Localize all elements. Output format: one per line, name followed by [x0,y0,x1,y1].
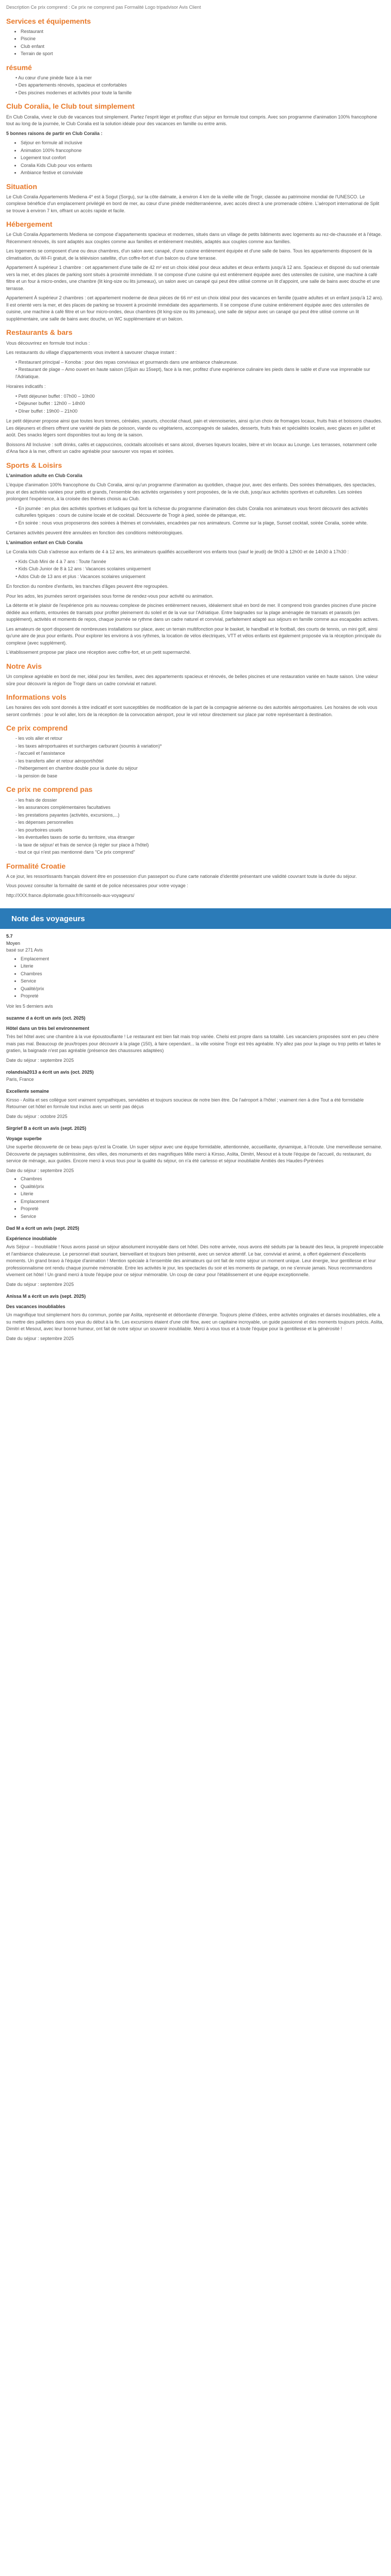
resume-item: • Des appartements rénovés, spacieux et confortables [15,82,127,88]
notre-avis-text: Un complexe agréable en bord de mer, idéal pour les familles, avec des appartements spacieux et rénovés, de belles piscines et une restauration variée en haute saison. Une valeur sûre pour découvrir la région de Trogir dans un cadre convivial et naturel. [6,674,378,686]
rating-basis: basé sur 271 Avis [6,947,43,953]
criteria-list [21,956,385,1000]
review-criteria-list [21,1176,385,1220]
hours-title: Horaires indicatifs : [6,384,46,389]
club-reason-item: • Coralia Kids Club pour vos enfants [21,162,385,170]
review-card [6,1225,385,1288]
ne-comprend-item: - les prestations payantes (activités, excursions,...) [15,812,120,818]
hours-item: • Déjeuner buffet : 12h00 – 14h00 [15,401,85,406]
ne-comprend-item: - les frais de dossier [15,797,57,803]
comprend-list [15,735,385,779]
club-title: Club Coralia, le Club tout simplement [6,102,135,111]
hebergement-p1: Le Club Coralia Appartements Mediena se compose d'appartements spacieux et modernes, situés dans un village de petits bâtiments avec logements au rez-de-chaussée et à l'étage. Récemment rénovés, ils sont adaptés aux couples comme aux familles et entièrement meublés, adaptés aux couples comme aux familles. [6,232,382,244]
review-author: rolandsia2013 a écrit un avis (oct. 2025) [6,1070,94,1075]
resume-list [15,75,385,97]
review-text: Une superbe découverte de ce beau pays qu'est la Croatie. Un super séjour avec une équipe formidable, attentionnée, accueillante, dynamique, à l'écoute. Une merveilleuse semaine. Découverte de paysages sublimissime, des villes, des monuments et des magnifiques Mille merci à Kirsso, Aslita, Dimitri, Mesout et à toute l'équipe de l'accueil, du restaurant, du service de ménage, aux guides. Encore merci à vous tous pour la qualité du séjour, on n'a été carlesso et séjour inoubliable Amitiés des Haudes-Pyrénées [6,1144,382,1164]
services-title: Services et équipements [6,16,91,25]
review-card [6,1088,385,1120]
review-criteria-item: • Propreté [21,1206,385,1213]
ne-comprend-title: Ce prix ne comprend pas [6,785,93,794]
review-text: Très bel hôtel avec une chambre à la vue époustouflante ! Le restaurant est bien fait mais trop variée. Chelsi est propre dans sa totalité. Les vacanciers proposées sont en peu chère mais pas mal. Beaucoup de jeux/tropes pour découvrir à la plage (150), à faire cependant... la ville voisine Trogir est très agréable. N'y allez pas pour la plage ou trop petits et faites le gratien, la baignade n'est pas agréable (présence des chaussures adaptées) [6,1034,381,1054]
ne-comprend-item: - la taxe de séjour/ et frais de service (à régler sur place à l'hôtel) [15,842,149,848]
review-text: Kirsso - Aslita et ses collègue sont vraiment sympathiques, serviables et toujours soucieux de notre bien être. De l'aéroport à l'hôtel ; vraiment rien à dire Tout a été formidable Retourner cet hôtel en formule tout inclus avec un sentir pas déçus [6,1097,364,1110]
review-title: Des vacances inoubliables [6,1303,66,1309]
anim-note: Certaines activités peuvent être annulées en fonction des conditions météorologiques. [6,530,184,536]
global-rating [6,933,385,1010]
review-location: Paris, France [6,1076,34,1082]
restaurants-p4: Boissons All Inclusive : soft drinks, cafés et cappuccinos, cocktails alcoolisés et sans alcool, diverses liqueurs locales, bière et vin locaux au Lounge. Les terrasses, notamment celle d'Ana face à la mer, offrent un cadre agréable pour savourer vos repas et soirées. [6,442,377,454]
review-date: Date du séjour : octobre 2025 [6,1113,68,1119]
club-reason-item: • Ambiance festive et conviviale [21,170,385,177]
kids-list [15,558,385,581]
anim-paragraph: L'équipe d'animation 100% francophone du Club Coralia, ainsi qu'un programme d'animation au quotidien, chaque jour, avec des enfants. Des soirées thématiques, des spectacles, jeux et des activités variées pour petits et grands, l'ensemble des activités organisées y sont proposées, de la vie club, jusqu'aux activités sportives et culturelles. Les soirées prolongent l'expérience, à la croisée des thèmes choisis au Club. [6,482,376,502]
kids-item: • Kids Club Mini de 4 à 7 ans : Toute l'année [15,558,106,564]
review-title: Expérience inoubliable [6,1235,57,1241]
formalite-title: Formalité Croatie [6,861,66,870]
criteria-item: • Emplacement [21,956,385,963]
resume-item: • Au cœur d'une pinède face à la mer [15,75,92,80]
review-title: Excellente semaine [6,1089,50,1094]
anim-item: • En soirée : nous vous proposerons des soirées à thèmes et conviviales, encadrées par nos animateurs. Comme sur la plage, Sunset cocktail, soirée Coralia, soirée white. [15,520,368,526]
review-criteria-item: • Service [21,1213,385,1221]
formalite-p1: A ce jour, les ressortissants français doivent être en possession d'un passeport ou d'une carte nationale d'identité présentant une validité couvrant toute la durée du séjour. [6,873,357,879]
review-date: Date du séjour : septembre 2025 [6,1057,74,1063]
kids-item: • Ados Club de 13 ans et plus : Vacances scolaires uniquement [15,573,145,579]
review-card [6,1069,385,1083]
review-criteria-item: • Emplacement [21,1198,385,1206]
recent-reviews-link[interactable]: Voir les 5 derniers avis [6,1003,53,1009]
situation-text: Le Club Coralia Appartements Mediena 4* est à Sogut (Sorgu), sur la côte dalmate, à environ 4 km de la vieille ville de Trogir, classée au patrimoine mondial de l'UNESCO. Le complexe bénéficie d'un emplacement privilégié en bord de mer, au cœur d'une pinède méditerranéenne, avec accès direct à une promenade côtière. L'aéroport international de Split se trouve à environ 7 km, offrant un accès rapide et facile. [6,194,380,213]
restaurant-item: • Restaurant principal – Konoba : pour des repas conviviaux et gourmands dans une ambiance chaleureuse. [15,359,238,365]
review-date: Date du séjour : septembre 2025 [6,1281,74,1287]
notes-header: Note des voyageurs [0,908,391,929]
review-criteria-item: • Qualité/prix [21,1183,385,1191]
hebergement-p3: Appartement À supérieur 1 chambre : cet appartement d'une taille de 42 m² est un choix idéal pour deux adultes et deux enfants jusqu'à 12 ans. Spacieux et disposé du sud orientale vers la mer, et des places de parking sont situés à proximité immédiate. Il se compose d'une cuisine qui est entièrement équipée avec des ustensiles de cuisine, une machine à café filtre et un four à micro-ondes, une chambre (lit king-size ou lits jumeaux), un salon avec un canapé qui peut être utilisé comme un lit d'appoint, une salle de bains avec douche et une terrasse. [6,265,380,291]
infos-vols-title: Informations vols [6,693,67,701]
hours-item: • Dîner buffet : 19h00 – 21h00 [15,408,78,414]
ne-comprend-item: - les pourboires usuels [15,827,62,833]
kids-paragraph: Le Coralia kids Club s'adresse aux enfants de 4 à 12 ans, les animateurs qualifiés accueilleront vos enfants tous (sauf le jeudi) de 9h30 à 12h00 et de 14h30 à 17h30 : [6,549,349,555]
formalite-link[interactable]: http://XXX.france.diplomatie.gouv.fr/fr/conseils-aux-voyageurs/ [6,892,135,898]
club-paragraph: En Club Coralia, vivez le club de vacances tout simplement. Partez l'esprit léger et profitez d'un séjour en formule tout compris. Avec son programme d'animation 100% francophone tout au long de la journée, le Club Coralia est la solution idéale pour des vacances en famille ou entre amis. [6,114,377,127]
review-author: Dad M a écrit un avis (sept. 2025) [6,1226,79,1231]
club-reasons-list [21,140,385,177]
services-item: • Restaurant [21,28,385,36]
review-text: Avis Séjour – Inoubliable ! Nous avons passé un séjour absolument incroyable dans cet hôtel. Dès notre arrivée, nous avons été séduits par la beauté des lieux, la propreté impeccable et l'ambiance chaleureuse. Le personnel était souriant, bienveillant et toujours bien présenté, avec un service attentif. Le bar, convivial et animé, a offert également d'excellents moments. Un grand bravo à l'équipe d'animation ! Mention spéciale à l'ensemble des animateurs qui ont fait de notre séjour un moment unique. Leur énergie, leur gentillesse et leur professionnalisme ont rendu chaque journée mémorable. Entre les activités le jour, les spectacles du soir et les moments de partage, on ne s'ennuie jamais. Nous recommandons vivement cet hôtel ! Un grand merci à toute l'équipe pour ce séjour mémorable. Un coup de cœur pour l'établissement et une équipe exceptionnelle. [6,1244,384,1278]
kids-p6: L'établissement propose par place une réception avec coffre-fort, et un petit supermarché. [6,650,191,655]
rating-label: Moyen [6,940,21,946]
club-reason-item: • Logement tout confort [21,155,385,162]
review-card [6,1293,385,1342]
review-date: Date du séjour : septembre 2025 [6,1167,74,1173]
kids-p5: Les amateurs de sport disposent de nombreuses installations sur place, avec un terrain multifonction pour le basket, le handball et le football, des courts de tennis, un mini golf, ainsi qu'une aire de jeux pour enfants. Pour explorer les environs à vos rythmes, la location de vélos électriques, VTT et vélos enfants est également proposée via la réception principale du complexe (avec supplément). [6,626,381,646]
club-reason-item: • Séjour en formule all inclusive [21,140,385,147]
review-criteria-item: • Chambres [21,1176,385,1183]
notes-section [0,929,391,1351]
resume-item: • Des piscines modernes et activités pour toute la famille [15,90,132,95]
services-list [21,28,385,58]
ne-comprend-item: - les dépenses personnelles [15,820,74,825]
comprend-title: Ce prix comprend [6,724,68,733]
ne-comprend-item: - les assurances complémentaires facultatives [15,805,111,810]
sports-title: Sports & Loisirs [6,461,62,469]
club-reason-item: • Animation 100% francophone [21,147,385,155]
comprend-item: - la pension de base [15,773,58,778]
formalite-p2: Vous pouvez consulter la formalité de santé et de police nécessaires pour votre voyage : [6,883,188,889]
content [0,0,391,899]
rating-score: 5.7 [6,934,13,939]
kids-p2: En fonction du nombre d'enfants, les tranches d'âges peuvent être regroupées. [6,584,169,589]
comprend-item: - les vols aller et retour [15,736,63,741]
comprend-item: - l'hébergement en chambre double pour la durée du séjour [15,766,138,771]
review-author: suzanne d a écrit un avis (oct. 2025) [6,1015,86,1021]
criteria-item: • Qualité/prix [21,986,385,993]
restaurants-list [15,359,385,381]
comprend-item: - les transferts aller et retour aéroport/hôtel [15,758,104,764]
hours-item: • Petit déjeuner buffet : 07h00 – 10h00 [15,393,95,399]
review-author: Anissa M a écrit un avis (sept. 2025) [6,1294,86,1299]
situation-title: Situation [6,182,37,191]
criteria-item: • Service [21,978,385,985]
restaurants-p2: Les restaurants du village d'appartements vous invitent à savourer chaque instant : [6,350,177,355]
comprend-item: - l'accueil et l'assistance [15,751,65,756]
review-criteria-item: • Literie [21,1191,385,1198]
review-author: Sirgrief B a écrit un avis (sept. 2025) [6,1126,87,1131]
club-reasons-title: 5 bonnes raisons de partir en Club Coralia : [6,130,103,136]
hebergement-p2: Les logements se composent d'une ou deux chambres, d'un salon avec canapé, d'une cuisine entièrement équipée et d'une salle de bains. Tous les appartements disposent de la climatisation, du Wi-Fi gratuit, de la télévision satellite, d'un coffre-fort et d'un balcon ou d'une terrasse. [6,248,372,261]
restaurants-title: Restaurants & bars [6,328,73,337]
criteria-item: • Chambres [21,971,385,978]
restaurant-item: • Restaurant de plage – Amo ouvert en haute saison (15juin au 15sept), face à la mer, profitez d'une expérience culinaire les pieds dans le sable et d'une vue imprenable sur l'Adriatique. [15,367,370,379]
intro-line: Description Ce prix comprend : Ce prix ne comprend pas Formalité Logo tripadvisor Avis Client [6,5,201,10]
infos-vols-text: Les horaires des vols sont donnés à titre indicatif et sont susceptibles de modification de la part de la compagnie aérienne ou des autorités aéroportuaires. Les horaires de vols vous seront confirmés : pour le vol aller, lors de la réception de la convocation aéroport, pour le vol retour directement sur place par notre représentant à destination. [6,705,378,717]
services-item: • Piscine [21,36,385,43]
hebergement-p4: Appartement À supérieur 2 chambres : cet appartement moderne de deux pièces de 66 m² est un choix idéal pour des vacances en famille (quatre adultes et un enfant jusqu'à 12 ans). Il est orienté vers la mer, et des places de parking se trouvent à proximité immédiate des appartements. Il se compose d'une cuisine entièrement équipée avec des ustensiles de cuisine, une machine à café filtre et un four micro-ondes, deux chambres (lit king-size ou lits jumeaux), une salle de séjour avec un canapé qui peut être utilisé comme un lit supplémentaire, une salle de bains avec douche, un WC supplémentaire et un balcon. [6,295,383,321]
kids-p3: Pour les ados, les journées seront organisées sous forme de rendez-vous pour activité ou animation. [6,593,214,599]
anim-item: • En journée : en plus des activités sportives et ludiques qui font la richesse du programme d'animation des clubs Coralia nos animateurs vous feront découvrir des activités culturelles typiques : cours de cuisine locale et de cocktail. Découverte de Trogir à pied, soirée de pétanque, etc. [15,505,368,518]
hebergement-title: Hébergement [6,220,53,229]
ne-comprend-list [15,797,385,856]
hours-list [15,393,385,415]
review-text: Un magnifique tout simplement hors du commun, portée par Aslita, représenté et débordante d'énergie. Toujours pleine d'idées, entre activités originales et dansés inoubliables, elle a su mettre des paillettes dans nos yeux du début à la fin. Les excursions étaient d'une cité flow, avec un capitaine incroyable, un guide passionné et des moments toujours précis. Aslita, Dimitri et Mesout, avec leur bonne humeur, ont fait de notre séjour un souvenir inoubliable. Merci à vous tous et à toute l'équipe pour la gentillesse et la générosité ! [6,1312,384,1332]
restaurants-p1: Vous découvrirez en formule tout inclus : [6,340,90,346]
review-title: Hôtel dans un très bel environnement [6,1025,90,1031]
services-item: • Terrain de sport [21,50,385,58]
services-item: • Club enfant [21,43,385,50]
resume-title: résumé [6,63,32,72]
review-date: Date du séjour : septembre 2025 [6,1335,74,1341]
review-card [6,1015,385,1064]
restaurants-p3: Le petit déjeuner propose ainsi que toutes leurs tonnes, céréales, yaourts, chocolat chaud, pain et viennoiseries, ainsi qu'un choix de fromages locaux, fruits frais et boissons chaudes. Les déjeuners et dîners offrent une variété de plats de poisson, viande ou végétariens, accompagnés de salades, desserts, fruits frais et spécialités locales, avec glaces en juillet et août. Des snacks légers sont disponibles tout au long de la saison. [6,418,382,438]
criteria-item: • Propreté [21,993,385,1000]
ne-comprend-item: - tout ce qui n'est pas mentionné dans "Ce prix comprend" [15,850,135,855]
review-card [6,1125,385,1220]
anim-title: L'animation adulte en Club Coralia [6,472,83,478]
comprend-item: - les taxes aéroportuaires et surcharges carburant (soumis à variation)* [15,743,162,749]
kids-title: L'animation enfant en Club Coralia [6,539,83,545]
kids-item: • Kids Club Junior de 8 à 12 ans : Vacances scolaires uniquement [15,566,151,572]
notre-avis-title: Notre Avis [6,662,42,670]
kids-p4: La détente et le plaisir de l'expérience pris au nouveau complexe de piscines entièrement neuves, idéalement situé en bord de mer. Il comprend trois grandes piscines d'une piscine dédiée aux enfants, entourées de transats pour profiter pleinement du soleil et de la vue sur l'Adriatique. Entre baignades sur la plage aménagée de transats et parasols (en supplément), activités et moments de repos, chaque journée se rythme dans un cadre naturel et convivial, parfaitement adapté aux séjours en famille comme aux escapades actives. [6,603,379,622]
criteria-item: • Literie [21,963,385,970]
ne-comprend-item: - les éventuelles taxes de sortie du territoire, visa étranger [15,835,135,840]
review-title: Voyage superbe [6,1136,42,1141]
anim-list [15,505,385,527]
